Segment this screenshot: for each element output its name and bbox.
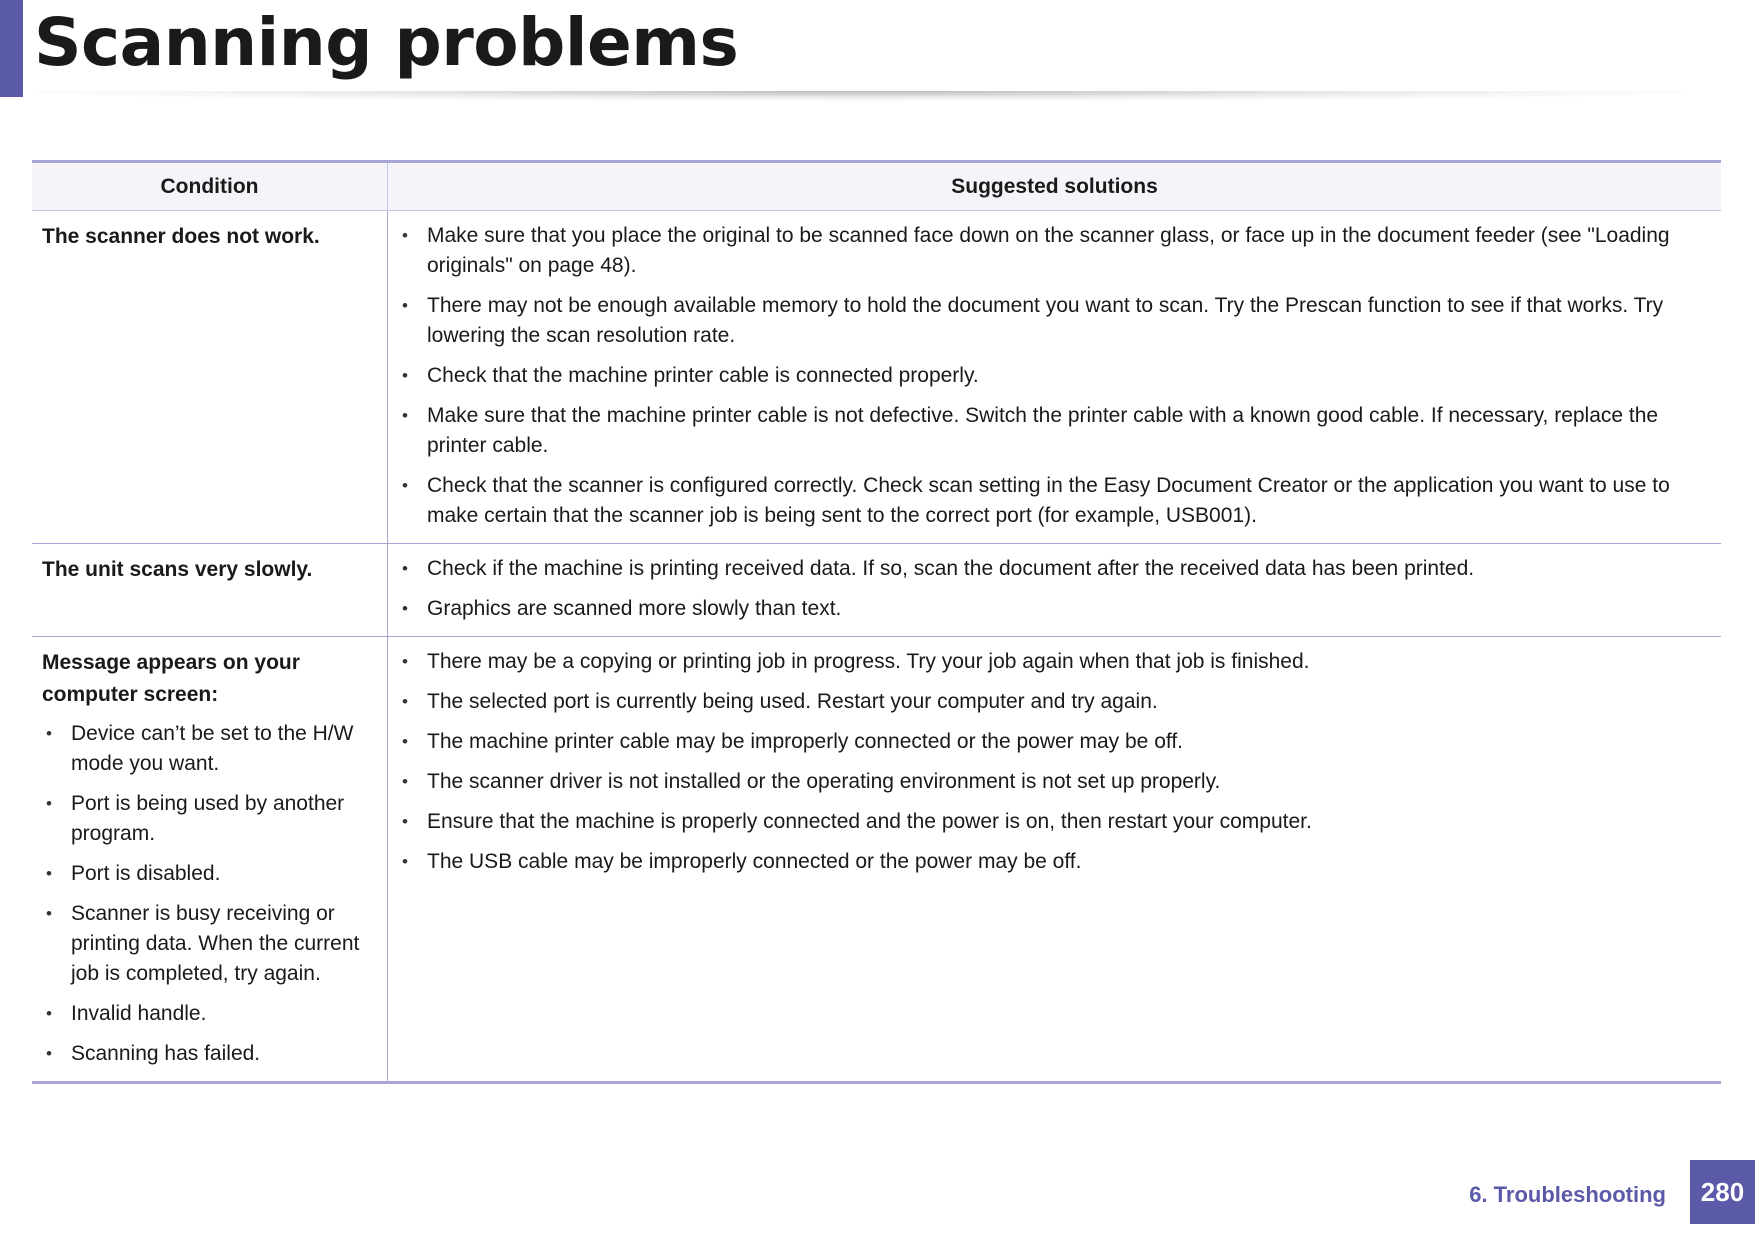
condition-cell	[32, 544, 388, 637]
condition-title: Message appears on your computer screen:	[42, 651, 300, 706]
solution-item: • Make sure that you place the original to be scanned face down on the scanner glass, or face up in the document feeder (see "Loading originals" on page 48).	[398, 221, 1711, 281]
table-header-row	[32, 162, 1721, 211]
condition-message-item: • Invalid handle.	[42, 999, 375, 1029]
solutions-list	[398, 647, 1711, 877]
column-header-solutions: Suggested solutions	[388, 162, 1722, 211]
solution-item: • There may be a copying or printing job in progress. Try your job again when that job is finished.	[398, 647, 1711, 677]
solution-item: • Make sure that the machine printer cable is not defective. Switch the printer cable with a known good cable. If necessary, replace the printer cable.	[398, 401, 1711, 461]
solution-item: • Check if the machine is printing received data. If so, scan the document after the received data has been printed.	[398, 554, 1711, 584]
column-header-condition: Condition	[32, 162, 388, 211]
solution-item: • Graphics are scanned more slowly than text.	[398, 594, 1711, 624]
solution-item: • The USB cable may be improperly connected or the power may be off.	[398, 847, 1711, 877]
condition-message-list	[42, 719, 375, 1069]
condition-cell	[32, 637, 388, 1083]
table-row	[32, 637, 1721, 1083]
solution-item: • Check that the machine printer cable is connected properly.	[398, 361, 1711, 391]
solutions-list	[398, 221, 1711, 531]
condition-message-item: • Scanner is busy receiving or printing data. When the current job is completed, try again.	[42, 899, 375, 989]
solution-item: • Check that the scanner is configured correctly. Check scan setting in the Easy Document Creator or the application you want to use to make certain that the scanner job is being sent to the correct port (for example, USB001).	[398, 471, 1711, 531]
solution-item: • There may not be enough available memory to hold the document you want to scan. Try the Prescan function to see if that works. Try lowering the scan resolution rate.	[398, 291, 1711, 351]
condition-message-item: • Scanning has failed.	[42, 1039, 375, 1069]
footer-section-label: 6. Troubleshooting	[1469, 1182, 1666, 1207]
solutions-cell	[388, 544, 1722, 637]
solution-item: • The selected port is currently being used. Restart your computer and try again.	[398, 687, 1711, 717]
title-underline-shadow	[36, 91, 1686, 101]
condition-title: The unit scans very slowly.	[42, 558, 313, 581]
solution-item: • The scanner driver is not installed or the operating environment is not set up properly.	[398, 767, 1711, 797]
page-number-badge: 280	[1690, 1160, 1755, 1224]
troubleshooting-table	[32, 160, 1721, 1084]
table-row	[32, 211, 1721, 544]
condition-message-item: • Device can’t be set to the H/W mode you want.	[42, 719, 375, 779]
solutions-cell	[388, 211, 1722, 544]
solution-item: • Ensure that the machine is properly connected and the power is on, then restart your computer.	[398, 807, 1711, 837]
solution-item: • The machine printer cable may be improperly connected or the power may be off.	[398, 727, 1711, 757]
table-row	[32, 544, 1721, 637]
solutions-cell	[388, 637, 1722, 1083]
condition-message-item: • Port is disabled.	[42, 859, 375, 889]
solutions-list	[398, 554, 1711, 624]
condition-message-item: • Port is being used by another program.	[42, 789, 375, 849]
condition-cell	[32, 211, 388, 544]
page-title: Scanning problems	[34, 4, 739, 81]
condition-title: The scanner does not work.	[42, 225, 320, 248]
title-accent-bar	[0, 0, 23, 97]
